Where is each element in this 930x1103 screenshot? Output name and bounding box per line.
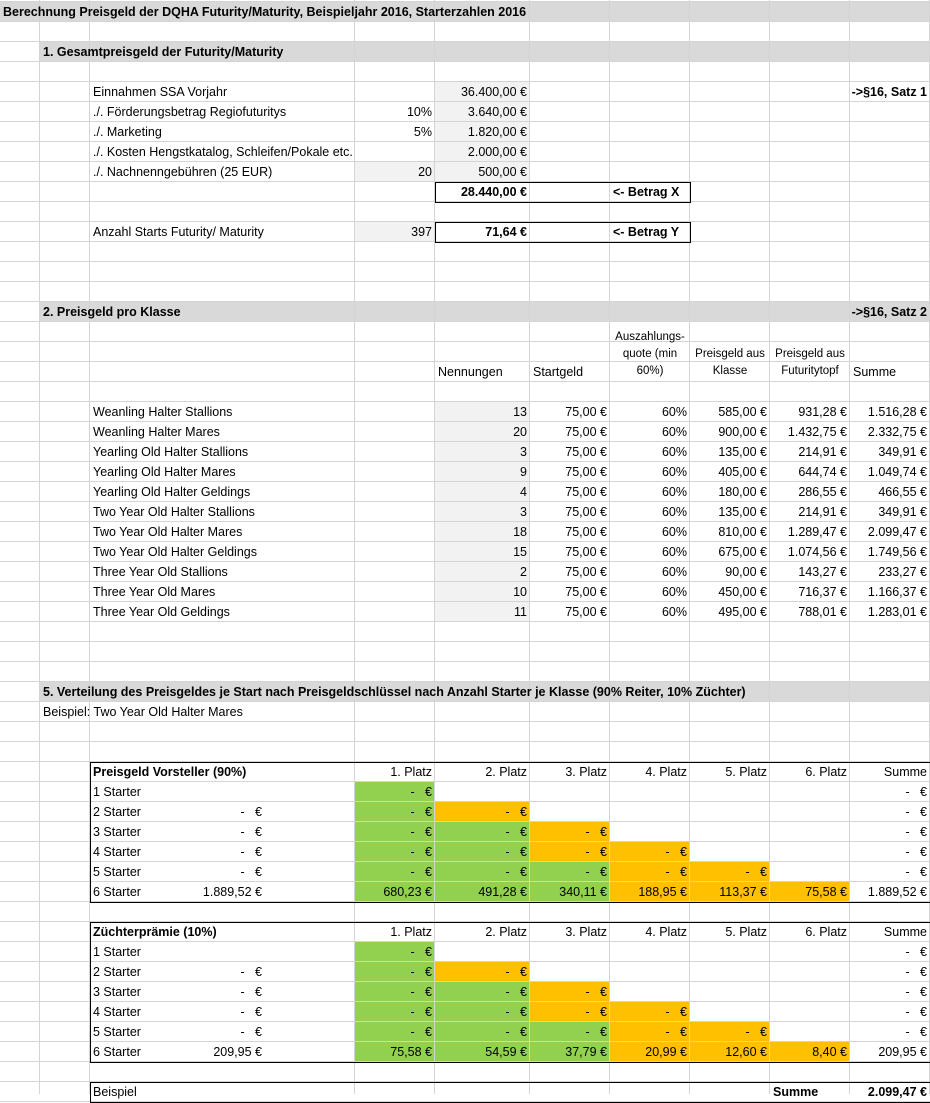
class-name[interactable]: Weanling Halter Mares [93,425,220,439]
section5-heading[interactable]: 5. Verteilung des Preisgeldes je Start nach Preisgeldschlüssel nach Anzahl Starter je Klasse (90% Reiter, 10% Züchter) [43,685,746,699]
gridline-h [0,641,930,642]
place-amount[interactable]: - € [585,865,607,879]
class-preisgeld-topf[interactable]: 644,74 € [798,465,847,479]
income-row-label[interactable]: ./. Nachnenngebühren (25 EUR) [93,165,273,179]
starter-summe[interactable]: - € [905,825,927,839]
class-name[interactable]: Three Year Old Stallions [93,565,228,579]
place-amount[interactable]: 12,60 € [725,1045,767,1059]
place-amount[interactable]: 113,37 € [719,885,767,899]
header-quote: 60%) [636,365,664,377]
total-x-value[interactable]: 28.440,00 € [460,185,527,199]
class-nennungen[interactable]: 11 [514,605,527,619]
income-row-param[interactable]: 5% [413,125,432,139]
class-name[interactable]: Weanling Halter Stallions [93,405,233,419]
starter-total[interactable]: - € [240,965,262,979]
starter-summe[interactable]: - € [905,945,927,959]
starter-total[interactable]: - € [240,1025,262,1039]
starter-summe[interactable]: - € [905,1025,927,1039]
place-amount[interactable]: - € [585,1025,607,1039]
class-startgeld[interactable]: 75,00 € [565,545,607,559]
starter-total[interactable]: - € [240,845,262,859]
class-quote[interactable]: 60% [661,485,687,499]
starter-total[interactable]: - € [240,985,262,999]
place-amount[interactable]: - € [505,825,527,839]
class-quote[interactable]: 60% [661,585,687,599]
place-amount[interactable]: 340,11 € [559,885,607,899]
place-amount[interactable]: - € [665,1025,687,1039]
place-amount[interactable]: - € [505,865,527,879]
class-preisgeld-klasse[interactable]: 135,00 € [718,505,767,519]
example-summe-value[interactable]: 2.099,47 € [867,1085,927,1099]
place-amount[interactable]: - € [410,945,432,959]
header-klasse: Preisgeld aus [695,348,765,360]
section5-example[interactable]: Beispiel: Two Year Old Halter Mares [43,705,243,719]
class-summe[interactable]: 466,55 € [878,485,927,499]
class-nennungen[interactable]: 20 [513,425,527,439]
gridline-h [0,661,930,662]
place-amount[interactable]: - € [505,845,527,859]
place-amount[interactable]: - € [505,1005,527,1019]
income-row-param[interactable]: 10% [406,105,432,119]
place-amount[interactable]: - € [410,985,432,999]
place-header[interactable]: 4. Platz [645,765,687,779]
header-summe[interactable]: Summe [853,365,897,379]
place-header[interactable]: 1. Platz [390,765,432,779]
class-summe[interactable]: 1.166,37 € [867,585,927,599]
class-preisgeld-klasse[interactable]: 405,00 € [718,465,767,479]
starter-label[interactable]: 1 Starter [93,785,141,799]
class-preisgeld-topf[interactable]: 286,55 € [798,485,847,499]
place-amount[interactable]: 75,58 € [805,885,847,899]
place-amount[interactable]: 37,79 € [565,1045,607,1059]
class-startgeld[interactable]: 75,00 € [565,525,607,539]
gridline-v [39,0,40,1094]
class-preisgeld-klasse[interactable]: 900,00 € [718,425,767,439]
place-amount[interactable]: 188,95 € [638,885,687,899]
place-header[interactable]: 5. Platz [725,765,767,779]
class-summe[interactable]: 2.332,75 € [867,425,927,439]
class-preisgeld-topf[interactable]: 1.074,56 € [787,545,847,559]
class-nennungen[interactable]: 10 [513,585,527,599]
section2-ref[interactable]: ->§16, Satz 2 [851,305,927,319]
class-startgeld[interactable]: 75,00 € [565,485,607,499]
class-nennungen[interactable]: 18 [513,525,527,539]
starter-label[interactable]: 3 Starter [93,985,141,999]
place-amount[interactable]: - € [665,865,687,879]
income-row-label[interactable]: Einnahmen SSA Vorjahr [93,85,228,99]
place-amount[interactable]: 54,59 € [485,1045,527,1059]
total-y-value[interactable]: 71,64 € [485,225,527,239]
class-quote[interactable]: 60% [661,545,687,559]
class-preisgeld-klasse[interactable]: 135,00 € [718,445,767,459]
starter-label[interactable]: 2 Starter [93,965,141,979]
income-row-value[interactable]: 500,00 € [478,165,527,179]
class-summe[interactable]: 1.516,28 € [867,405,927,419]
place-header[interactable]: 2. Platz [485,765,527,779]
income-row-label[interactable]: ./. Marketing [93,125,162,139]
income-row-label[interactable]: ./. Kosten Hengstkatalog, Schleifen/Pokale etc. [93,145,353,159]
class-preisgeld-klasse[interactable]: 585,00 € [718,405,767,419]
class-name[interactable]: Two Year Old Halter Stallions [93,505,255,519]
class-name[interactable]: Three Year Old Geldings [93,605,230,619]
income-row-value[interactable]: 3.640,00 € [467,105,527,119]
summe-header[interactable]: Summe [883,765,927,779]
gridline-h [0,741,930,742]
place-amount[interactable]: 75,58 € [390,1045,432,1059]
class-startgeld[interactable]: 75,00 € [565,445,607,459]
example-summe-label[interactable]: Summe [773,1085,819,1099]
class-preisgeld-topf[interactable]: 214,91 € [798,445,847,459]
section2-heading[interactable]: 2. Preisgeld pro Klasse [43,305,181,319]
section1-heading[interactable]: 1. Gesamtpreisgeld der Futurity/Maturity [43,45,284,59]
distribution-table-title[interactable]: Preisgeld Vorsteller (90%) [93,765,247,779]
class-name[interactable]: Yearling Old Halter Mares [93,465,236,479]
starter-summe[interactable]: - € [905,865,927,879]
class-name[interactable]: Three Year Old Mares [93,585,216,599]
place-amount[interactable]: - € [410,965,432,979]
place-amount[interactable]: - € [410,845,432,859]
starter-summe[interactable]: - € [905,785,927,799]
income-row-value[interactable]: 36.400,00 € [460,85,527,99]
class-preisgeld-topf[interactable]: 931,28 € [798,405,847,419]
place-amount[interactable]: - € [410,1025,432,1039]
starter-total[interactable]: - € [240,825,262,839]
starter-total[interactable]: - € [240,1005,262,1019]
place-amount[interactable]: - € [410,1005,432,1019]
starter-label[interactable]: 3 Starter [93,825,141,839]
place-header[interactable]: 1. Platz [390,925,432,939]
class-nennungen[interactable]: 2 [520,565,527,579]
header-klasse: Klasse [712,365,748,377]
starter-label[interactable]: 1 Starter [93,945,141,959]
class-startgeld[interactable]: 75,00 € [565,605,607,619]
class-quote[interactable]: 60% [661,605,687,619]
starter-total[interactable]: 1.889,52 € [202,885,262,899]
class-name[interactable]: Two Year Old Halter Geldings [93,545,257,559]
total-x-note[interactable]: <- Betrag X [613,185,680,199]
class-startgeld[interactable]: 75,00 € [565,505,607,519]
place-amount[interactable]: - € [410,825,432,839]
place-amount[interactable]: 491,28 € [478,885,527,899]
starter-label[interactable]: 4 Starter [93,845,141,859]
class-nennungen[interactable]: 3 [520,505,527,519]
distribution-table-title[interactable]: Züchterprämie (10%) [93,925,217,939]
starter-summe[interactable]: - € [905,985,927,999]
starter-label[interactable]: 6 Starter [93,885,141,899]
income-row-value[interactable]: 1.820,00 € [467,125,527,139]
class-preisgeld-klasse[interactable]: 90,00 € [725,565,767,579]
class-summe[interactable]: 349,91 € [878,445,927,459]
class-quote[interactable]: 60% [661,505,687,519]
class-summe[interactable]: 2.099,47 € [867,525,927,539]
class-preisgeld-topf[interactable]: 143,27 € [798,565,847,579]
class-nennungen[interactable]: 15 [513,545,527,559]
class-preisgeld-klasse[interactable]: 450,00 € [718,585,767,599]
place-amount[interactable]: - € [585,845,607,859]
place-amount[interactable]: 20,99 € [645,1045,687,1059]
class-quote[interactable]: 60% [661,445,687,459]
starts-count[interactable]: 397 [411,225,432,239]
place-amount[interactable]: - € [505,1025,527,1039]
class-name[interactable]: Yearling Old Halter Geldings [93,485,251,499]
header-quote: quote (min [622,348,678,360]
section1-ref[interactable]: ->§16, Satz 1 [851,85,927,99]
class-preisgeld-topf[interactable]: 788,01 € [798,605,847,619]
gridline-h [0,281,930,282]
class-nennungen[interactable]: 13 [513,405,527,419]
place-amount[interactable]: - € [505,985,527,999]
place-amount[interactable]: - € [410,805,432,819]
starter-summe[interactable]: 1.889,52 € [867,885,927,899]
class-summe[interactable]: 233,27 € [878,565,927,579]
place-amount[interactable]: - € [745,1025,767,1039]
place-header[interactable]: 3. Platz [565,765,607,779]
class-summe[interactable]: 349,91 € [878,505,927,519]
starter-label[interactable]: 4 Starter [93,1005,141,1019]
class-name[interactable]: Two Year Old Halter Mares [93,525,243,539]
place-amount[interactable]: - € [410,785,432,799]
starter-total[interactable]: 209,95 € [213,1045,262,1059]
class-startgeld[interactable]: 75,00 € [565,585,607,599]
place-amount[interactable]: 8,40 € [812,1045,847,1059]
starter-label[interactable]: 5 Starter [93,1025,141,1039]
starter-label[interactable]: 2 Starter [93,805,141,819]
class-summe[interactable]: 1.049,74 € [867,465,927,479]
gridline-h [0,261,930,262]
place-header[interactable]: 5. Platz [725,925,767,939]
class-nennungen[interactable]: 9 [520,465,527,479]
class-quote[interactable]: 60% [661,565,687,579]
class-summe[interactable]: 1.749,56 € [867,545,927,559]
starter-summe[interactable]: 209,95 € [878,1045,927,1059]
class-quote[interactable]: 60% [661,465,687,479]
class-quote[interactable]: 60% [661,425,687,439]
total-y-note[interactable]: <- Betrag Y [613,225,680,239]
income-row-value[interactable]: 2.000,00 € [467,145,527,159]
place-header[interactable]: 6. Platz [805,765,847,779]
starter-label[interactable]: 5 Starter [93,865,141,879]
header-quote: Auszahlungs- [615,331,685,343]
class-summe[interactable]: 1.283,01 € [867,605,927,619]
place-amount[interactable]: - € [665,1005,687,1019]
income-row-label[interactable]: ./. Förderungsbetrag Regiofuturitys [93,105,287,119]
summe-header[interactable]: Summe [883,925,927,939]
header-topf: Preisgeld aus [775,348,845,360]
class-quote[interactable]: 60% [661,405,687,419]
starts-label[interactable]: Anzahl Starts Futurity/ Maturity [93,225,264,239]
place-header[interactable]: 6. Platz [805,925,847,939]
class-quote[interactable]: 60% [661,525,687,539]
starter-summe[interactable]: - € [905,805,927,819]
class-preisgeld-topf[interactable]: 1.289,47 € [787,525,847,539]
place-amount[interactable]: - € [745,865,767,879]
gridline-h [0,341,930,342]
class-nennungen[interactable]: 3 [520,445,527,459]
class-preisgeld-topf[interactable]: 214,91 € [798,505,847,519]
starter-total[interactable]: - € [240,865,262,879]
class-startgeld[interactable]: 75,00 € [565,565,607,579]
class-preisgeld-topf[interactable]: 1.432,75 € [787,425,847,439]
starter-summe[interactable]: - € [905,1005,927,1019]
place-amount[interactable]: - € [585,825,607,839]
place-header[interactable]: 4. Platz [645,925,687,939]
class-preisgeld-klasse[interactable]: 810,00 € [718,525,767,539]
class-startgeld[interactable]: 75,00 € [565,465,607,479]
place-amount[interactable]: - € [585,1005,607,1019]
example-label[interactable]: Beispiel [93,1085,137,1099]
starter-label[interactable]: 6 Starter [93,1045,141,1059]
place-amount[interactable]: - € [505,965,527,979]
class-preisgeld-klasse[interactable]: 675,00 € [718,545,767,559]
page-title[interactable]: Berechnung Preisgeld der DQHA Futurity/Maturity, Beispieljahr 2016, Starterzahlen 2016 [3,5,527,19]
class-nennungen[interactable]: 4 [520,485,527,499]
class-preisgeld-topf[interactable]: 716,37 € [798,585,847,599]
class-preisgeld-klasse[interactable]: 495,00 € [718,605,767,619]
class-startgeld[interactable]: 75,00 € [565,425,607,439]
class-preisgeld-klasse[interactable]: 180,00 € [718,485,767,499]
class-startgeld[interactable]: 75,00 € [565,405,607,419]
place-amount[interactable]: - € [505,805,527,819]
place-amount[interactable]: - € [665,845,687,859]
header-startgeld[interactable]: Startgeld [533,365,584,379]
place-header[interactable]: 2. Platz [485,925,527,939]
income-row-param[interactable]: 20 [418,165,432,179]
place-header[interactable]: 3. Platz [565,925,607,939]
starter-summe[interactable]: - € [905,965,927,979]
starter-total[interactable]: - € [240,805,262,819]
place-amount[interactable]: 680,23 € [383,885,432,899]
starter-summe[interactable]: - € [905,845,927,859]
place-amount[interactable]: - € [585,985,607,999]
place-amount[interactable]: - € [410,865,432,879]
header-topf: Futuritytopf [781,365,839,377]
header-nennungen[interactable]: Nennungen [438,365,503,379]
class-name[interactable]: Yearling Old Halter Stallions [93,445,249,459]
